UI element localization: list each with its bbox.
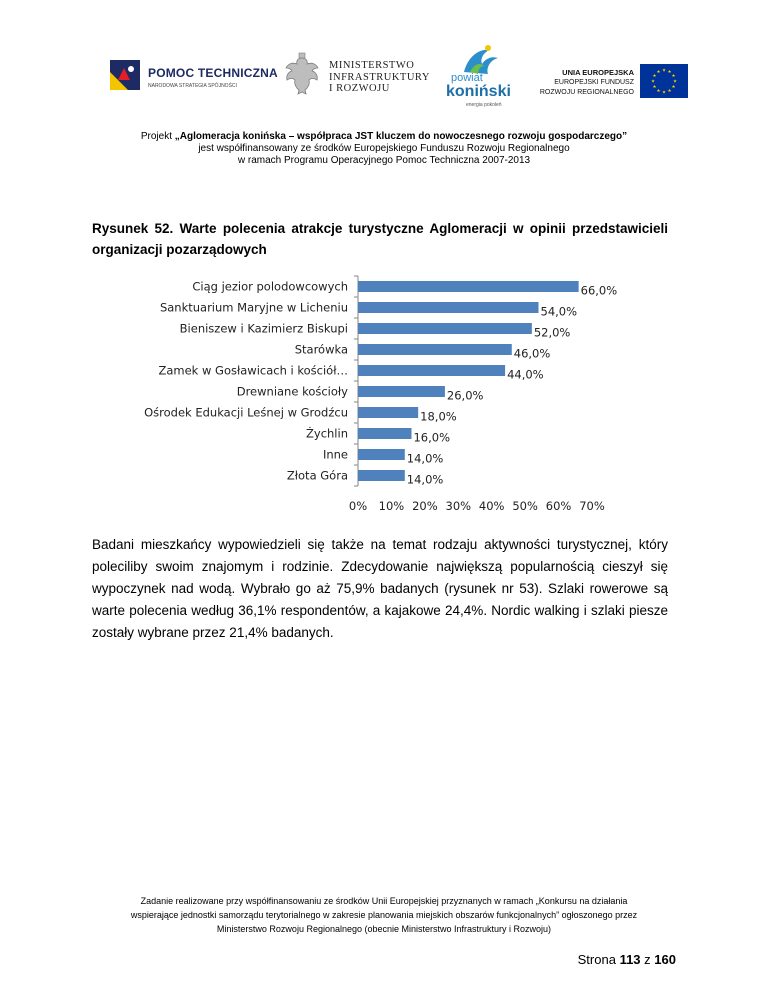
ministerstwo-line-3: I ROZWOJU bbox=[329, 83, 390, 94]
powiat-word: powiat bbox=[451, 72, 483, 84]
data-label: 66,0% bbox=[580, 283, 618, 298]
eu-star-icon: ★ bbox=[656, 69, 661, 75]
category-label: Bieniszew i Kazimierz Biskupi bbox=[179, 321, 348, 336]
category-label: Drewniane kościoły bbox=[236, 384, 348, 399]
bar bbox=[358, 281, 579, 292]
eu-star-icon: ★ bbox=[667, 69, 672, 75]
page-total: 160 bbox=[654, 952, 676, 967]
x-tick-label: 50% bbox=[512, 499, 538, 513]
project-prefix: Projekt bbox=[140, 131, 175, 142]
category-label: Ośrodek Edukacji Leśnej w Grodźcu bbox=[144, 405, 348, 420]
ministerstwo-logo bbox=[283, 42, 433, 110]
logo-bar bbox=[0, 42, 768, 110]
data-label: 14,0% bbox=[406, 451, 444, 466]
category-label: Zamek w Gosławicach i kościół… bbox=[158, 363, 348, 378]
eu-star-icon: ★ bbox=[652, 84, 657, 90]
ue-line-3: ROZWOJU REGIONALNEGO bbox=[539, 89, 634, 96]
project-name: „Aglomeracja konińska – współpraca JST kluczem do nowoczesnego rozwoju gospodarczego” bbox=[174, 131, 628, 142]
data-label: 16,0% bbox=[413, 430, 451, 445]
project-header-line-1 bbox=[0, 131, 768, 143]
eu-star-icon: ★ bbox=[671, 84, 676, 90]
ue-line-1: UNIA EUROPEJSKA bbox=[562, 68, 634, 77]
bar bbox=[358, 470, 405, 481]
powiat-slogan: energia pokoleń bbox=[466, 102, 502, 108]
x-tick-label: 30% bbox=[445, 499, 472, 513]
page-separator: z bbox=[644, 952, 651, 967]
x-tick-label: 20% bbox=[412, 499, 438, 513]
data-label: 54,0% bbox=[540, 304, 578, 319]
pomoc-techniczna-logo bbox=[108, 42, 278, 110]
eu-star-icon: ★ bbox=[650, 78, 656, 84]
category-label: Sanktuarium Maryjne w Licheniu bbox=[159, 300, 348, 315]
project-header-line-2: jest współfinansowany ze środków Europejskiego Funduszu Rozwoju Regionalnego bbox=[198, 143, 570, 154]
eu-star-icon: ★ bbox=[652, 73, 657, 79]
data-label: 44,0% bbox=[507, 367, 544, 382]
footer-line-2: wspierające jednostki samorządu terytorialnego w zakresie planowania miejskich obszarów funkcjonalnych” ogłoszonego przez bbox=[130, 910, 638, 920]
bar-chart bbox=[144, 272, 630, 522]
pomoc-techniczna-subtitle: NARODOWA STRATEGIA SPÓJNOŚCI bbox=[148, 83, 237, 89]
page-number bbox=[578, 952, 676, 967]
x-tick-label: 10% bbox=[378, 499, 405, 513]
unia-europejska-logo bbox=[520, 42, 690, 110]
bar bbox=[358, 344, 512, 355]
category-label: Ciąg jezior polodowcowych bbox=[192, 279, 348, 294]
footer-line-1: Zadanie realizowane przy współfinansowaniu ze środków Unii Europejskiej przyznanych w ramach „Konkursu na działania bbox=[140, 896, 628, 906]
bar bbox=[358, 386, 445, 397]
eu-star-icon: ★ bbox=[667, 88, 672, 94]
data-label: 18,0% bbox=[420, 409, 457, 424]
x-tick-label: 0% bbox=[348, 499, 368, 513]
ue-line-2: EUROPEJSKI FUNDUSZ bbox=[554, 79, 634, 86]
ministerstwo-line-2: INFRASTRUKTURY bbox=[329, 71, 430, 83]
koninski-word: koniński bbox=[446, 83, 511, 100]
wave-icon bbox=[460, 42, 500, 76]
x-tick-label: 40% bbox=[478, 499, 505, 513]
bar bbox=[358, 407, 418, 418]
eagle-emblem-icon bbox=[283, 52, 321, 98]
bar bbox=[358, 365, 505, 376]
eu-flag-icon bbox=[640, 64, 688, 98]
data-label: 52,0% bbox=[533, 325, 571, 340]
ministerstwo-line-1: MINISTERSTWO bbox=[329, 60, 415, 71]
pomoc-techniczna-emblem-icon bbox=[110, 60, 140, 90]
body-paragraph: Badani mieszkańcy wypowiedzieli się także na temat rodzaju aktywności turystycznej, który poleciliby swoim znajomym i rodzinie. Zdecydowanie największą popularnością cieszył się wypoczynek nad wodą. Wybrało go aż 75,9% badanych (rysunek nr 53). Szlaki rowerowe są warte polecenia według 36,1% respondentów, a kajakowe 24,4%. Nordic walking i szlaki piesze zostały wybrane przez 21,4% badanych. bbox=[92, 537, 668, 640]
eu-star-icon: ★ bbox=[661, 67, 667, 73]
ministerstwo-name bbox=[329, 60, 430, 95]
page-footer bbox=[60, 894, 708, 936]
data-label: 26,0% bbox=[446, 388, 484, 403]
eu-star-icon: ★ bbox=[671, 73, 676, 79]
powiat-koninski-logo bbox=[442, 42, 514, 110]
category-label: Żychlin bbox=[306, 426, 348, 441]
bar bbox=[358, 449, 405, 460]
page-label: Strona bbox=[577, 952, 616, 967]
data-label: 46,0% bbox=[513, 346, 551, 361]
page-current: 113 bbox=[619, 952, 641, 967]
project-header-line-3: w ramach Programu Operacyjnego Pomoc Techniczna 2007-2013 bbox=[237, 155, 531, 166]
ue-text-block bbox=[520, 68, 634, 98]
eu-star-icon: ★ bbox=[656, 88, 661, 94]
x-tick-label: 70% bbox=[579, 499, 605, 513]
pomoc-techniczna-title: POMOC TECHNICZNA bbox=[148, 66, 278, 80]
footer-line-3: Ministerstwo Rozwoju Regionalnego (obecnie Ministerstwo Infrastruktury i Rozwoju) bbox=[216, 924, 552, 934]
bar bbox=[358, 302, 539, 313]
category-label: Złota Góra bbox=[286, 468, 348, 483]
bar bbox=[358, 428, 411, 439]
figure-caption: Rysunek 52. Warte polecenia atrakcje turystyczne Aglomeracji w opinii przedstawicieli organizacji pozarządowych bbox=[92, 221, 668, 257]
project-header bbox=[0, 131, 768, 167]
eu-star-icon: ★ bbox=[661, 89, 667, 95]
bar bbox=[358, 323, 532, 334]
category-label: Inne bbox=[322, 447, 348, 462]
data-label: 14,0% bbox=[406, 472, 444, 487]
x-tick-label: 60% bbox=[545, 499, 572, 513]
eu-star-icon: ★ bbox=[672, 78, 678, 84]
category-label: Starówka bbox=[294, 342, 348, 357]
